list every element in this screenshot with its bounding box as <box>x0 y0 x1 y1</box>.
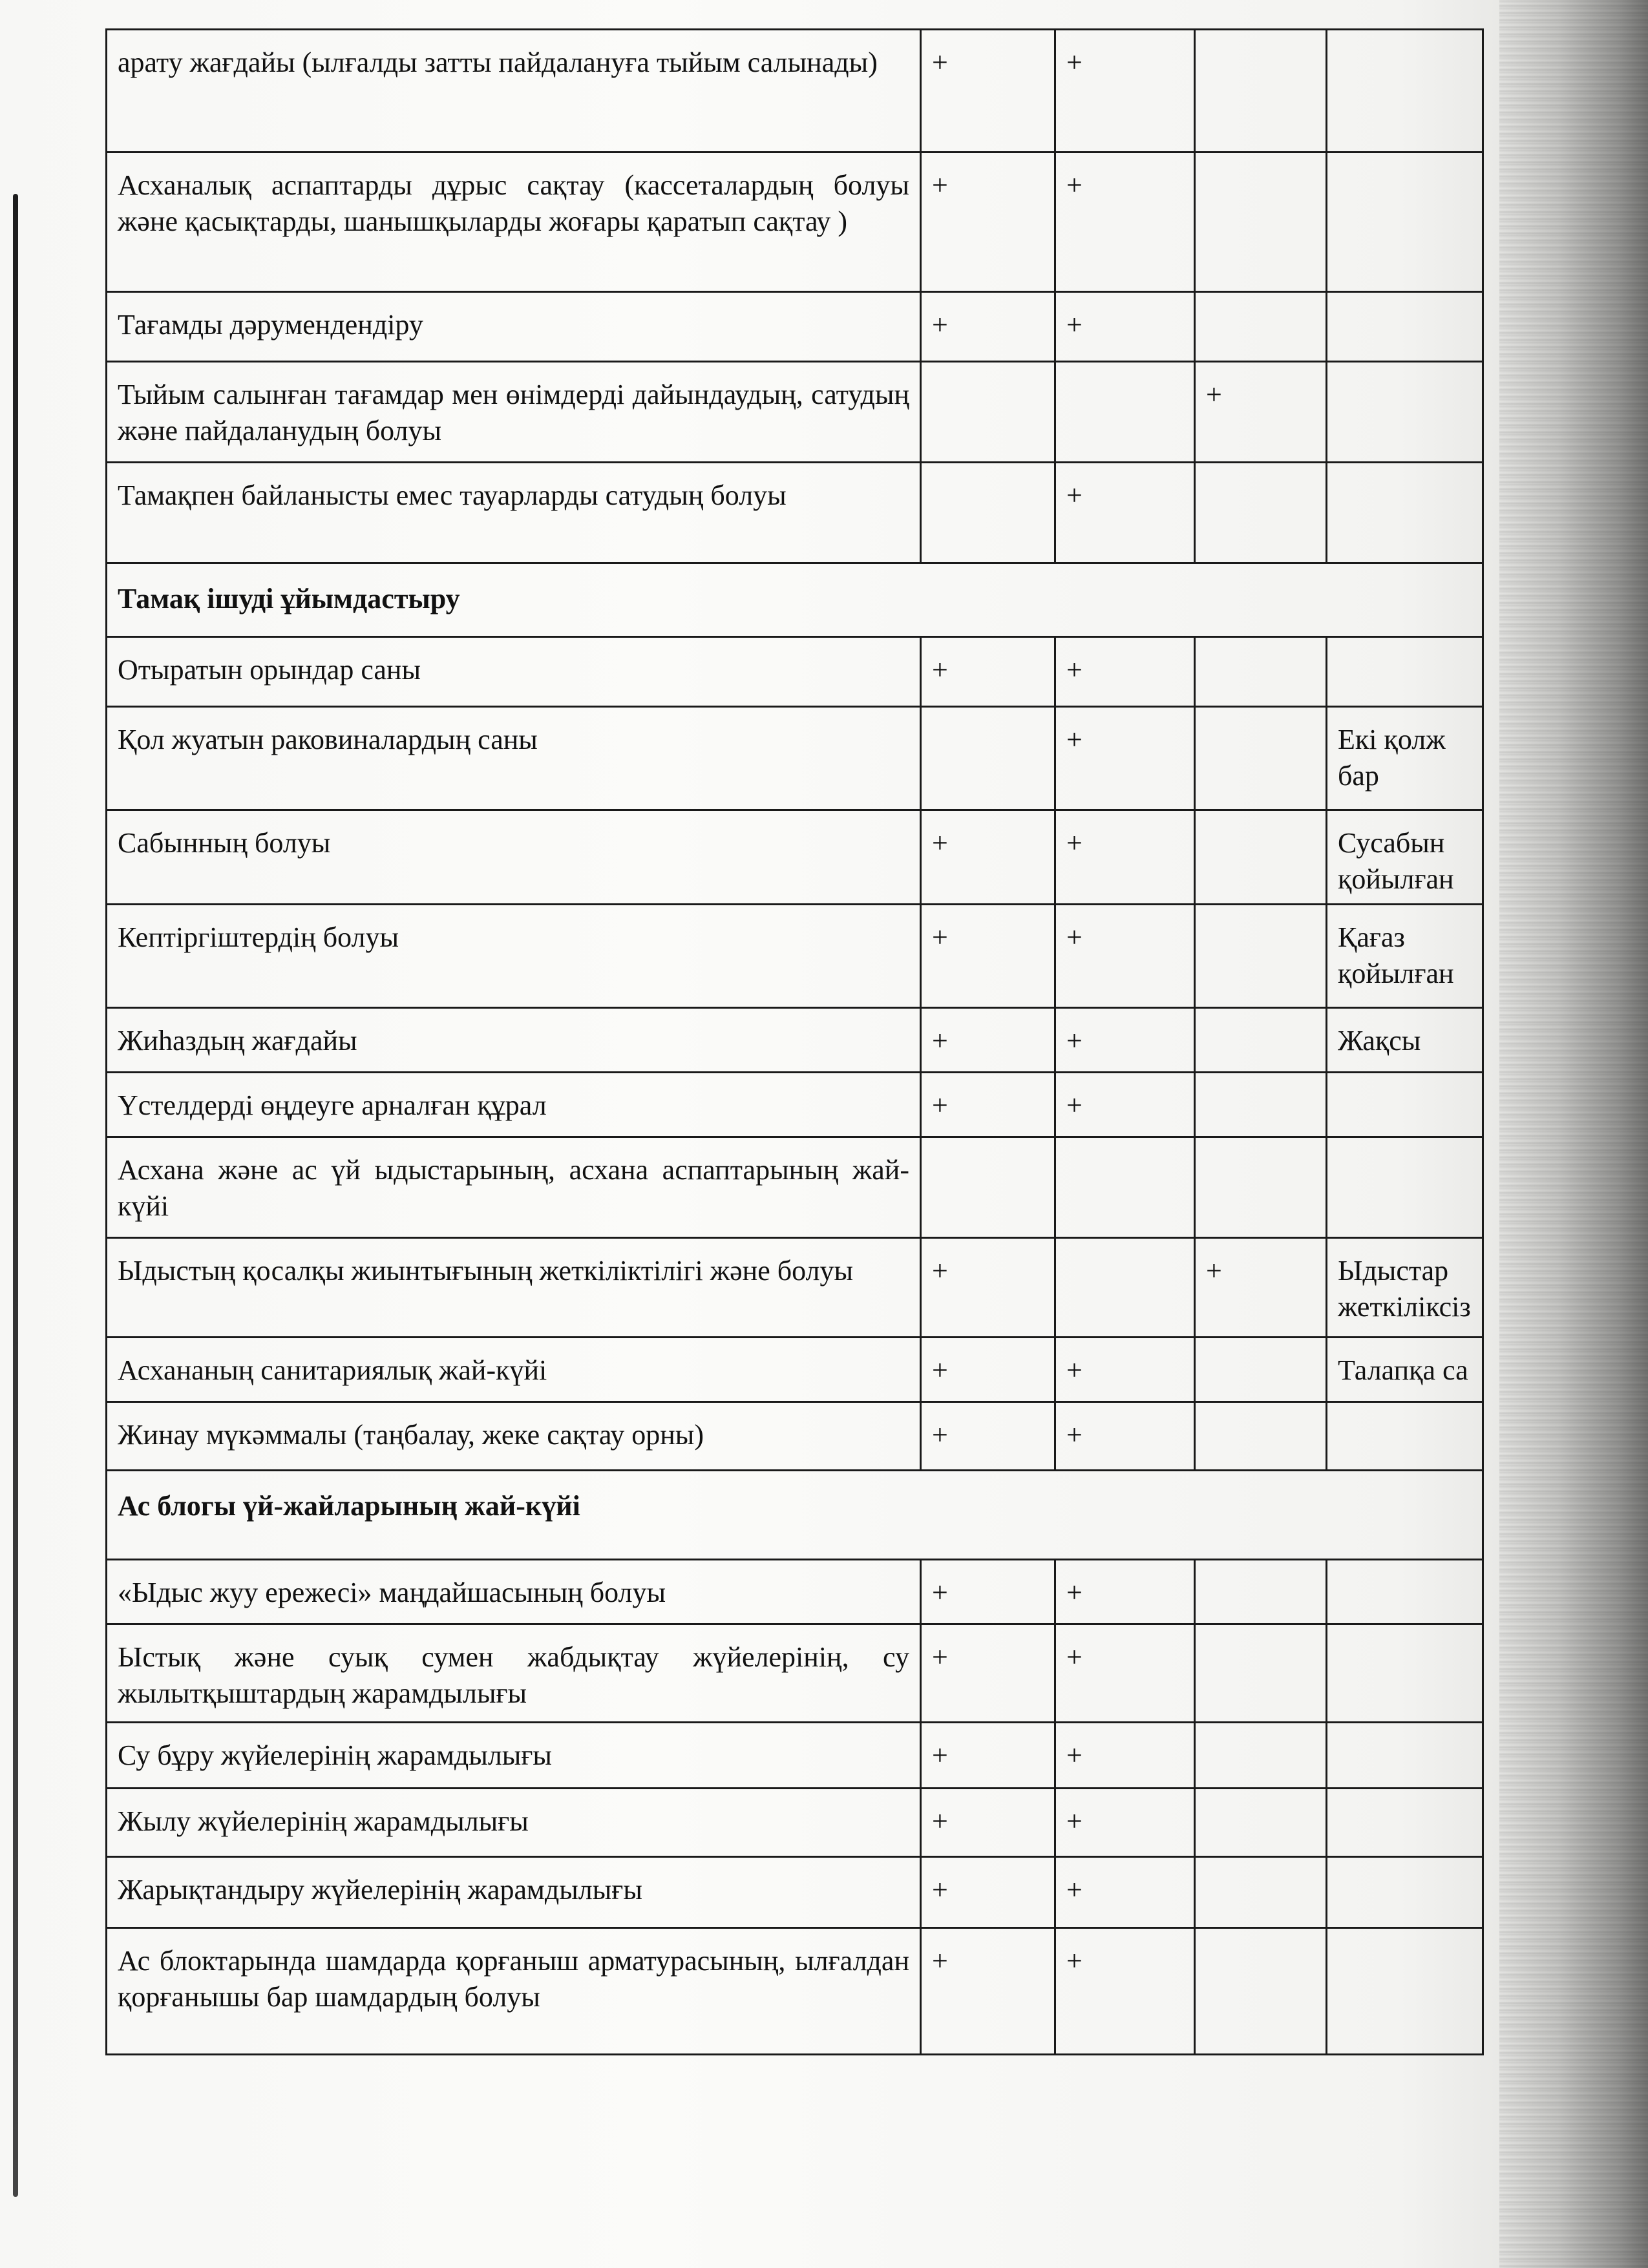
table-row <box>107 1402 1483 1471</box>
note-cell <box>1327 637 1483 707</box>
mark-cell-col3 <box>1195 30 1327 152</box>
criterion-cell: Ас блоктарында шамдарда қорғаныш арматурасының, ылғалдан қорғанышы бар шамдардың болуы <box>107 1928 921 2055</box>
mark-cell-col3 <box>1195 1560 1327 1624</box>
mark-cell-col1: + <box>921 1624 1055 1723</box>
criterion-cell: Асханалық аспаптарды дұрыс сақтау (кассеталардың болуы және қасықтарды, шанышқыларды жоғары қаратып сақтау ) <box>107 152 921 292</box>
note-cell <box>1327 463 1483 563</box>
mark-cell-col1: + <box>921 1008 1055 1073</box>
mark-cell-col3: + <box>1195 1238 1327 1338</box>
mark-cell-col2: + <box>1055 1624 1195 1723</box>
mark-cell-col3 <box>1195 637 1327 707</box>
note-cell: Екі қолж бар <box>1327 707 1483 810</box>
mark-cell-col3 <box>1195 1073 1327 1137</box>
mark-cell-col2: + <box>1055 1857 1195 1928</box>
mark-cell-col1 <box>921 362 1055 463</box>
table-row <box>107 1008 1483 1073</box>
table-row <box>107 362 1483 463</box>
criterion-cell: арату жағдайы (ылғалды затты пайдалануға тыйым салынады) <box>107 30 921 152</box>
criterion-cell: Қол жуатын раковиналардың саны <box>107 707 921 810</box>
note-cell <box>1327 1137 1483 1238</box>
note-cell: Сусабын қойылған <box>1327 810 1483 905</box>
mark-cell-col3 <box>1195 707 1327 810</box>
section-title: Ас блогы үй-жайларының жай-күйі <box>107 1471 1483 1560</box>
mark-cell-col1: + <box>921 1723 1055 1789</box>
criterion-cell: Ыстық және суық сумен жабдықтау жүйелерінің, су жылытқыштардың жарамдылығы <box>107 1624 921 1723</box>
mark-cell-col2: + <box>1055 1723 1195 1789</box>
criterion-cell: Жинау мүкәммалы (таңбалау, жеке сақтау орны) <box>107 1402 921 1471</box>
mark-cell-col1: + <box>921 1560 1055 1624</box>
mark-cell-col2: + <box>1055 1560 1195 1624</box>
note-cell <box>1327 1857 1483 1928</box>
mark-cell-col1: + <box>921 1789 1055 1857</box>
mark-cell-col2 <box>1055 1137 1195 1238</box>
mark-cell-col3 <box>1195 1723 1327 1789</box>
note-cell: Ыдыстар жеткіліксіз <box>1327 1238 1483 1338</box>
mark-cell-col3 <box>1195 152 1327 292</box>
mark-cell-col1 <box>921 463 1055 563</box>
criterion-cell: Үстелдерді өңдеуге арналған құрал <box>107 1073 921 1137</box>
table-row <box>107 1723 1483 1789</box>
mark-cell-col1 <box>921 1137 1055 1238</box>
mark-cell-col3 <box>1195 1789 1327 1857</box>
mark-cell-col3 <box>1195 810 1327 905</box>
note-cell <box>1327 1402 1483 1471</box>
mark-cell-col3 <box>1195 1857 1327 1928</box>
note-cell <box>1327 152 1483 292</box>
table-row <box>107 152 1483 292</box>
mark-cell-col2: + <box>1055 905 1195 1008</box>
mark-cell-col3 <box>1195 1008 1327 1073</box>
note-cell: Талапқа са <box>1327 1338 1483 1402</box>
criterion-cell: Тамақпен байланысты емес тауарларды сатудың болуы <box>107 463 921 563</box>
mark-cell-col2: + <box>1055 463 1195 563</box>
scan-edge-shadow <box>1499 0 1648 2268</box>
mark-cell-col3 <box>1195 292 1327 362</box>
mark-cell-col3 <box>1195 1137 1327 1238</box>
mark-cell-col2 <box>1055 1238 1195 1338</box>
mark-cell-col2: + <box>1055 1928 1195 2055</box>
mark-cell-col1: + <box>921 1857 1055 1928</box>
criterion-cell: Асхананың санитариялық жай-күйі <box>107 1338 921 1402</box>
criterion-cell: Тыйым салынған тағамдар мен өнімдерді дайындаудың, сатудың және пайдаланудың болуы <box>107 362 921 463</box>
mark-cell-col1: + <box>921 1073 1055 1137</box>
criterion-cell: Сабынның болуы <box>107 810 921 905</box>
table-row <box>107 1857 1483 1928</box>
table-row <box>107 1624 1483 1723</box>
table-row <box>107 1137 1483 1238</box>
table-row <box>107 1928 1483 2055</box>
mark-cell-col2: + <box>1055 1073 1195 1137</box>
mark-cell-col1: + <box>921 1338 1055 1402</box>
mark-cell-col2: + <box>1055 30 1195 152</box>
mark-cell-col3 <box>1195 1402 1327 1471</box>
section-title: Тамақ ішуді ұйымдастыру <box>107 563 1483 637</box>
table-row <box>107 292 1483 362</box>
mark-cell-col1: + <box>921 637 1055 707</box>
mark-cell-col1: + <box>921 905 1055 1008</box>
mark-cell-col1 <box>921 707 1055 810</box>
note-cell <box>1327 1928 1483 2055</box>
note-cell: Жақсы <box>1327 1008 1483 1073</box>
mark-cell-col1: + <box>921 810 1055 905</box>
mark-cell-col1: + <box>921 152 1055 292</box>
table-row <box>107 1338 1483 1402</box>
table-row <box>107 905 1483 1008</box>
criterion-cell: Жиһаздың жағдайы <box>107 1008 921 1073</box>
mark-cell-col3 <box>1195 1928 1327 2055</box>
mark-cell-col3 <box>1195 1624 1327 1723</box>
note-cell <box>1327 1560 1483 1624</box>
criterion-cell: Ыдыстың қосалқы жиынтығының жеткіліктілігі және болуы <box>107 1238 921 1338</box>
note-cell: Қағаз қойылған <box>1327 905 1483 1008</box>
table-row <box>107 1238 1483 1338</box>
inspection-table <box>105 28 1484 2055</box>
note-cell <box>1327 30 1483 152</box>
mark-cell-col2: + <box>1055 1402 1195 1471</box>
mark-cell-col2: + <box>1055 1789 1195 1857</box>
mark-cell-col1: + <box>921 292 1055 362</box>
inspection-table-body <box>107 30 1483 2055</box>
note-cell <box>1327 292 1483 362</box>
mark-cell-col3 <box>1195 905 1327 1008</box>
note-cell <box>1327 1723 1483 1789</box>
mark-cell-col2 <box>1055 362 1195 463</box>
mark-cell-col3 <box>1195 463 1327 563</box>
table-row <box>107 707 1483 810</box>
mark-cell-col3: + <box>1195 362 1327 463</box>
note-cell <box>1327 362 1483 463</box>
section-header-row <box>107 1471 1483 1560</box>
table-row <box>107 810 1483 905</box>
table-row <box>107 1073 1483 1137</box>
mark-cell-col1: + <box>921 1402 1055 1471</box>
criterion-cell: «Ыдыс жуу ережесі» маңдайшасының болуы <box>107 1560 921 1624</box>
table-row <box>107 637 1483 707</box>
mark-cell-col1: + <box>921 30 1055 152</box>
mark-cell-col2: + <box>1055 810 1195 905</box>
mark-cell-col2: + <box>1055 292 1195 362</box>
mark-cell-col2: + <box>1055 152 1195 292</box>
criterion-cell: Су бұру жүйелерінің жарамдылығы <box>107 1723 921 1789</box>
note-cell <box>1327 1624 1483 1723</box>
mark-cell-col1: + <box>921 1928 1055 2055</box>
criterion-cell: Кептіргіштердің болуы <box>107 905 921 1008</box>
mark-cell-col2: + <box>1055 1338 1195 1402</box>
section-header-row <box>107 563 1483 637</box>
table-row <box>107 463 1483 563</box>
mark-cell-col3 <box>1195 1338 1327 1402</box>
criterion-cell: Тағамды дәрумендендіру <box>107 292 921 362</box>
mark-cell-col2: + <box>1055 707 1195 810</box>
table-row <box>107 1560 1483 1624</box>
note-cell <box>1327 1789 1483 1857</box>
page-binding-shadow <box>13 194 18 2197</box>
mark-cell-col2: + <box>1055 1008 1195 1073</box>
mark-cell-col2: + <box>1055 637 1195 707</box>
mark-cell-col1: + <box>921 1238 1055 1338</box>
criterion-cell: Жылу жүйелерінің жарамдылығы <box>107 1789 921 1857</box>
table-row <box>107 1789 1483 1857</box>
note-cell <box>1327 1073 1483 1137</box>
criterion-cell: Асхана және ас үй ыдыстарының, асхана аспаптарының жай-күйі <box>107 1137 921 1238</box>
criterion-cell: Жарықтандыру жүйелерінің жарамдылығы <box>107 1857 921 1928</box>
table-row <box>107 30 1483 152</box>
criterion-cell: Отыратын орындар саны <box>107 637 921 707</box>
